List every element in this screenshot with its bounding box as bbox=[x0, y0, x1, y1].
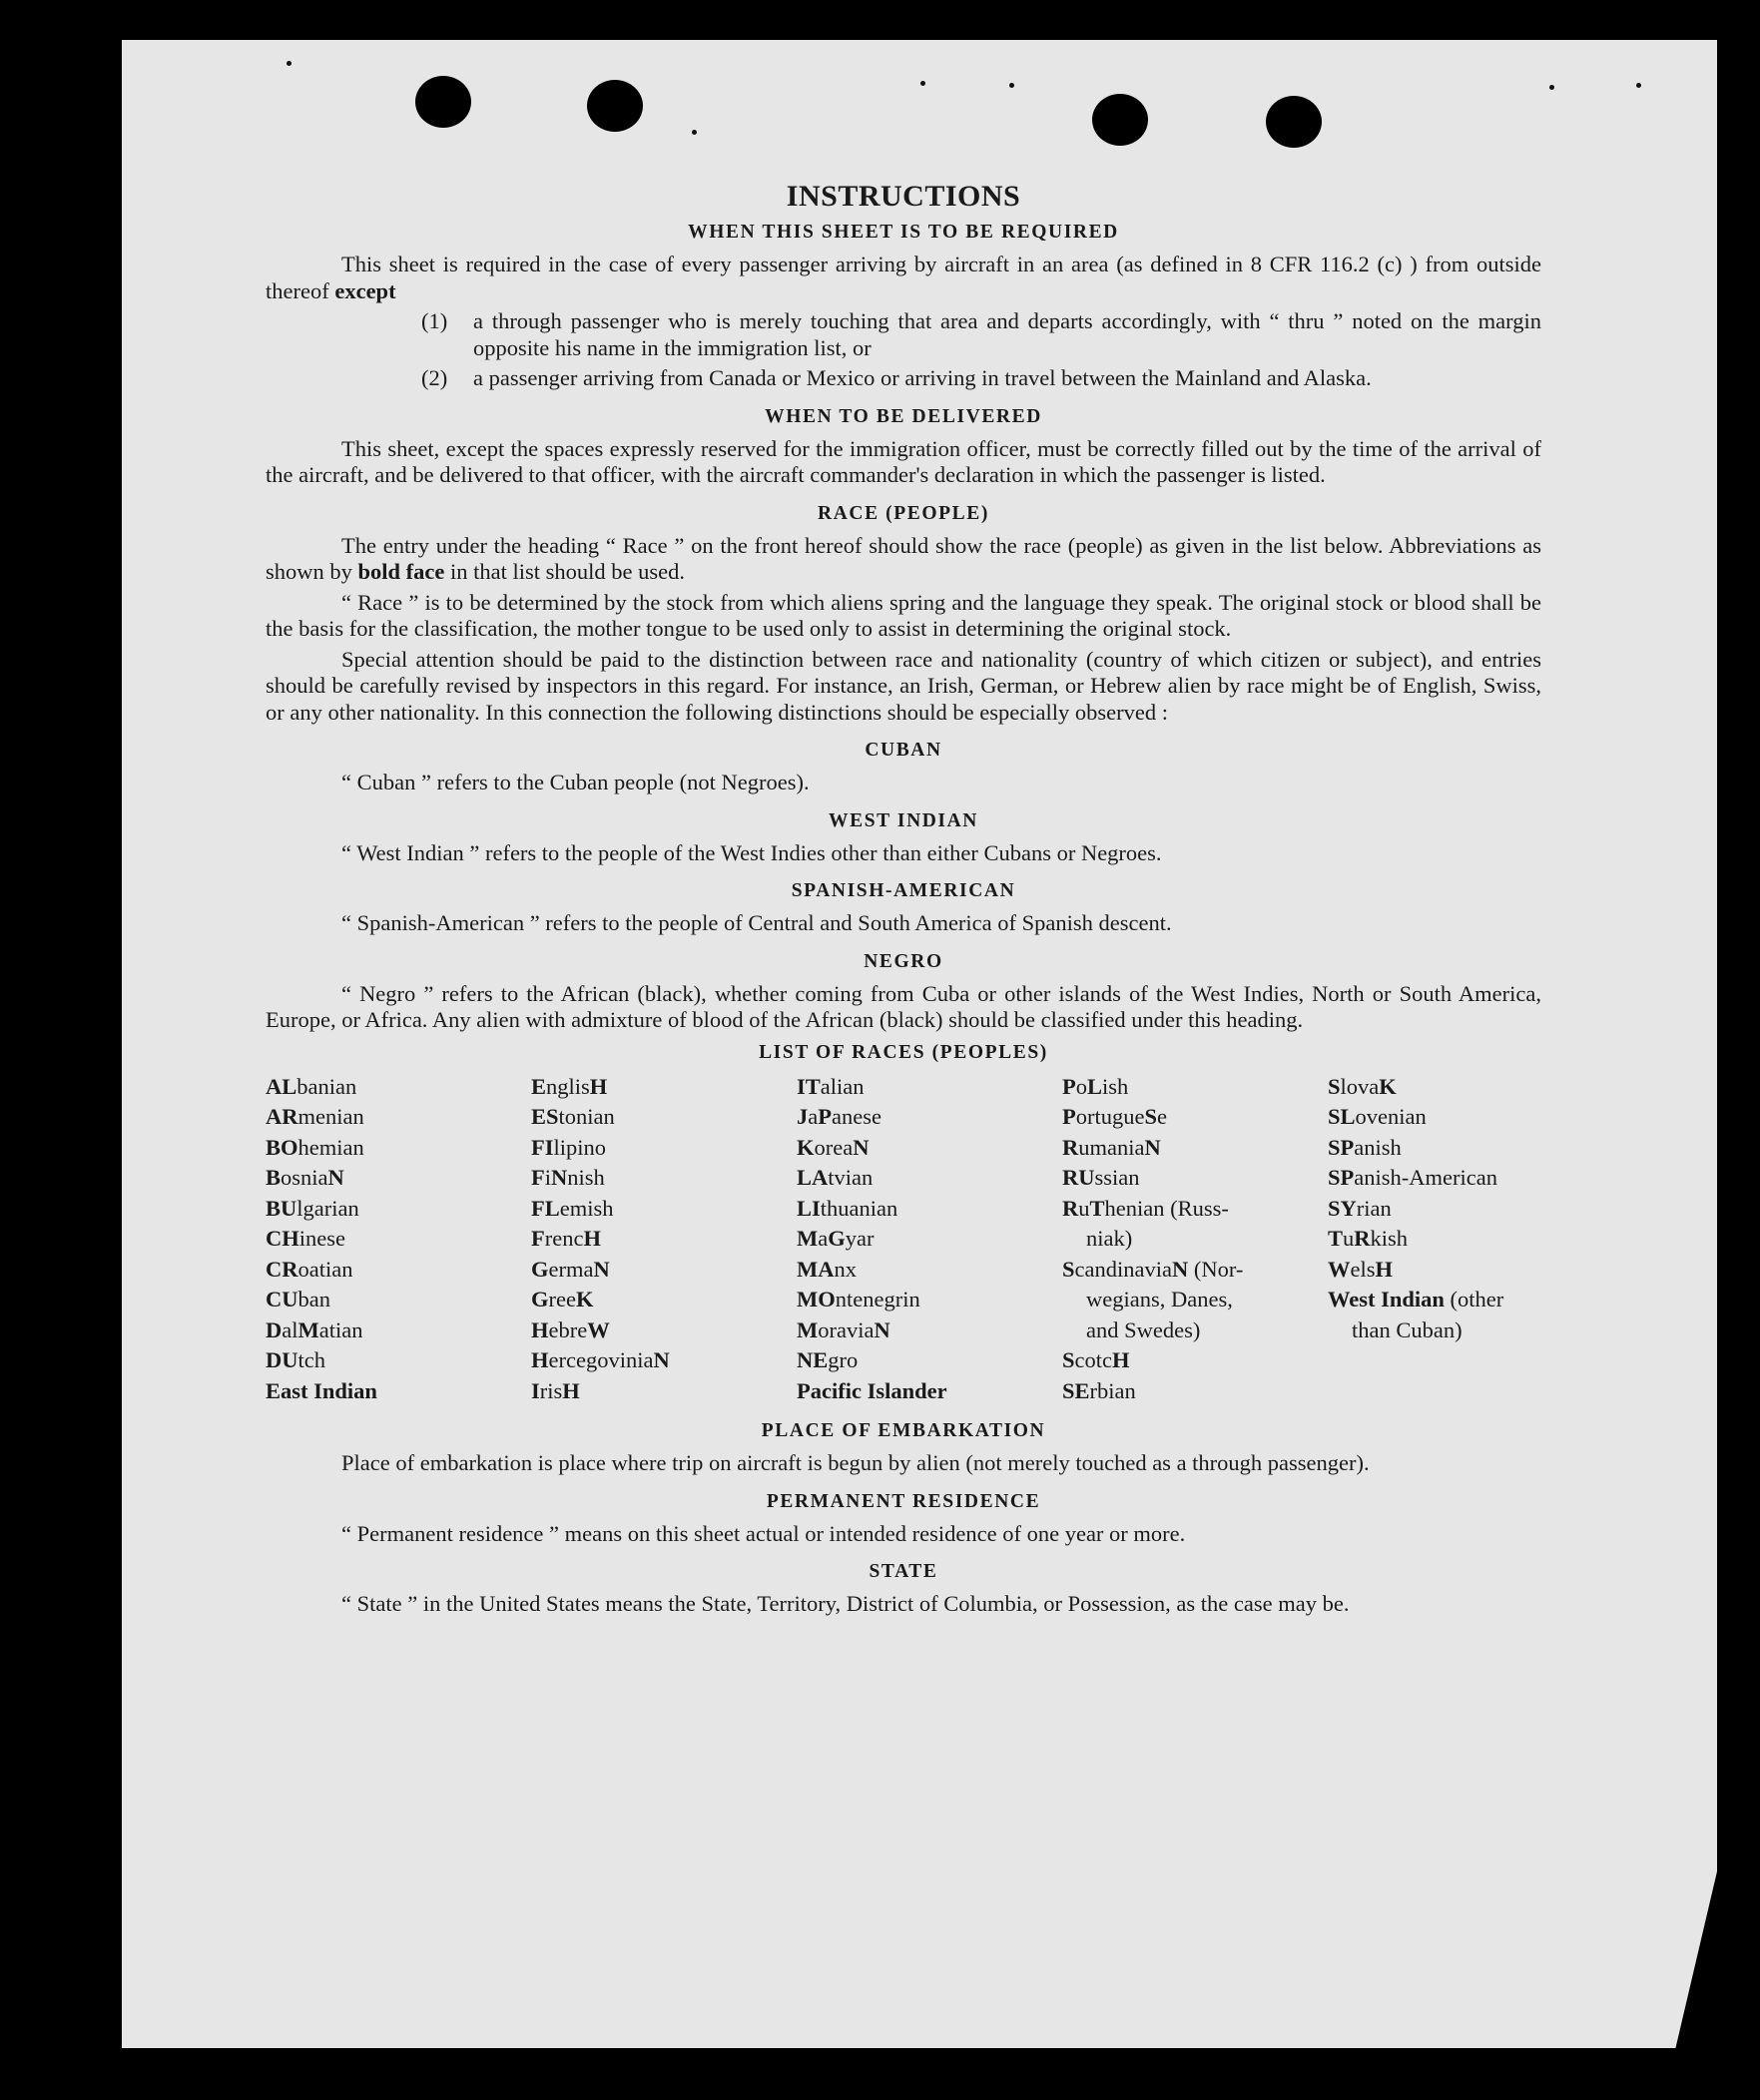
race-entry bbox=[797, 1102, 1062, 1133]
race-abbrev: S bbox=[1062, 1256, 1075, 1282]
race-abbrev: J bbox=[797, 1104, 809, 1129]
race-entry bbox=[1062, 1345, 1328, 1376]
race-entry bbox=[266, 1163, 531, 1194]
race-text: osnia bbox=[281, 1165, 328, 1190]
race-entry bbox=[1328, 1285, 1541, 1315]
race-abbrev: LA bbox=[797, 1165, 829, 1190]
race-abbrev: H bbox=[589, 1073, 608, 1099]
race-abbrev: N bbox=[853, 1134, 870, 1160]
race-entry bbox=[531, 1285, 797, 1315]
race-text: atian bbox=[318, 1316, 363, 1342]
race-text: thuanian bbox=[820, 1195, 898, 1221]
race-text: menian bbox=[297, 1104, 364, 1129]
race-abbrev: E bbox=[531, 1073, 547, 1099]
race-abbrev: SP bbox=[1328, 1134, 1355, 1160]
race-abbrev: East Indian bbox=[266, 1377, 377, 1403]
race-entry bbox=[797, 1255, 1062, 1286]
race-entry bbox=[1328, 1163, 1541, 1194]
race-text: ris bbox=[539, 1377, 563, 1403]
race-paragraph-3: Special attention should be paid to the distinction between race and nationality (country of which citizen or subject), and entries should be carefully revised by inspectors in this regard. For instance, an Irish, German, or Hebrew alien by race might be of English, Swiss, or any other nationality. In this connection the following distinctions should be especially observed : bbox=[266, 646, 1541, 725]
race-text: kish bbox=[1370, 1226, 1409, 1251]
race-entry bbox=[797, 1345, 1062, 1376]
race-abbrev: West Indian bbox=[1328, 1287, 1445, 1312]
race-entry bbox=[1328, 1102, 1541, 1133]
race-text: candinavia bbox=[1074, 1256, 1172, 1282]
race-abbrev: W bbox=[1328, 1256, 1351, 1282]
race-text: cotc bbox=[1074, 1347, 1112, 1372]
race-column bbox=[1328, 1072, 1541, 1407]
race-entry bbox=[266, 1102, 531, 1133]
race-entry bbox=[1062, 1315, 1328, 1346]
speck bbox=[920, 81, 925, 86]
race-entry bbox=[266, 1224, 531, 1255]
race-abbrev: N bbox=[551, 1165, 568, 1190]
race-paragraph-1: The entry under the heading “ Race ” on the front hereof should show the race (people) as given in the list below. Abbreviations as shown by bold face in that list should be used. bbox=[266, 532, 1541, 584]
race-text: ish bbox=[1102, 1073, 1129, 1099]
race-text: rbian bbox=[1089, 1377, 1136, 1403]
race-entry bbox=[797, 1285, 1062, 1315]
race-text: oatian bbox=[297, 1256, 353, 1282]
race-abbrev: BO bbox=[266, 1134, 298, 1160]
race-text: tch bbox=[297, 1347, 325, 1372]
punch-hole bbox=[587, 80, 643, 132]
race-entry bbox=[1062, 1376, 1328, 1407]
exception-1: (1) a through passenger who is merely touching that area and departs accordingly, with “ thru ” noted on the margin opposite his name in the immigration list, or bbox=[421, 308, 1541, 360]
race-list bbox=[266, 1072, 1541, 1407]
race-abbrev: K bbox=[1379, 1073, 1397, 1099]
race-abbrev: CR bbox=[266, 1256, 298, 1282]
race-text: than Cuban) bbox=[1352, 1316, 1463, 1342]
race-entry bbox=[1062, 1163, 1328, 1194]
race-text: e bbox=[1157, 1104, 1167, 1129]
race-entry bbox=[1062, 1255, 1328, 1286]
race-abbrev: R bbox=[1062, 1195, 1079, 1221]
race-abbrev: SE bbox=[1062, 1377, 1090, 1403]
race-text: u bbox=[1078, 1195, 1090, 1221]
race-abbrev: SP bbox=[1328, 1165, 1355, 1190]
race-entry bbox=[266, 1194, 531, 1225]
race-abbrev: NE bbox=[797, 1347, 829, 1372]
race-entry bbox=[1062, 1285, 1328, 1315]
instructions-content bbox=[266, 180, 1541, 1618]
race-entry bbox=[1328, 1072, 1541, 1103]
race-abbrev: AL bbox=[266, 1073, 297, 1099]
race-abbrev: H bbox=[1112, 1347, 1130, 1372]
race-entry bbox=[266, 1285, 531, 1315]
race-abbrev: SL bbox=[1328, 1104, 1356, 1129]
race-text: ercegovinia bbox=[548, 1347, 654, 1372]
heading-embarkation: PLACE OF EMBARKATION bbox=[761, 1420, 1046, 1441]
race-entry bbox=[1328, 1255, 1541, 1286]
race-abbrev: M bbox=[797, 1226, 819, 1251]
race-text: o bbox=[1075, 1073, 1087, 1099]
speck bbox=[692, 130, 697, 135]
race-entry bbox=[266, 1315, 531, 1346]
race-abbrev: R bbox=[1062, 1134, 1079, 1160]
race-abbrev: N bbox=[653, 1347, 670, 1372]
race-abbrev: L bbox=[1087, 1073, 1103, 1099]
race-abbrev: N bbox=[1171, 1256, 1189, 1282]
race-text: rian bbox=[1356, 1195, 1392, 1221]
heading-residence: PERMANENT RESIDENCE bbox=[766, 1490, 1041, 1512]
speck bbox=[1549, 85, 1554, 90]
heading-negro: NEGRO bbox=[864, 950, 943, 972]
race-abbrev: H bbox=[531, 1347, 549, 1372]
race-text: anese bbox=[832, 1104, 881, 1129]
race-entry bbox=[531, 1376, 797, 1407]
negro-text: “ Negro ” refers to the African (black), whether coming from Cuba or other islands of the West Indies, North or South America, Europe, or Africa. Any alien with admixture of blood of the African (black) should be classified under this heading. bbox=[266, 980, 1541, 1032]
race-text: u bbox=[1343, 1226, 1355, 1251]
when-required-intro: This sheet is required in the case of every passenger arriving by aircraft in an area (as defined in 8 CFR 116.2 (c) ) from outside thereof except bbox=[266, 252, 1541, 303]
race-abbrev: DU bbox=[266, 1347, 298, 1372]
race-entry bbox=[1062, 1224, 1328, 1255]
race-abbrev: N bbox=[874, 1316, 890, 1342]
race-abbrev: MA bbox=[797, 1256, 835, 1282]
race-entry bbox=[266, 1345, 531, 1376]
punch-hole bbox=[415, 76, 471, 128]
race-abbrev: D bbox=[266, 1316, 283, 1342]
race-abbrev: S bbox=[1144, 1104, 1157, 1129]
race-abbrev: LI bbox=[797, 1195, 821, 1221]
race-abbrev: RU bbox=[1062, 1165, 1095, 1190]
race-entry bbox=[1062, 1072, 1328, 1103]
race-abbrev: H bbox=[562, 1377, 580, 1403]
race-abbrev: MO bbox=[797, 1287, 836, 1312]
race-paragraph-2: “ Race ” is to be determined by the stock from which aliens spring and the language they speak. The original stock or blood shall be the basis for the classification, the mother tongue to be used only to assist in determining the original stock. bbox=[266, 589, 1541, 641]
race-abbrev: S bbox=[1062, 1347, 1075, 1372]
race-entry bbox=[797, 1315, 1062, 1346]
race-entry bbox=[531, 1194, 797, 1225]
race-entry bbox=[797, 1224, 1062, 1255]
race-column bbox=[266, 1072, 531, 1407]
race-abbrev: IT bbox=[797, 1073, 821, 1099]
race-text: alian bbox=[820, 1073, 865, 1099]
race-abbrev: H bbox=[583, 1226, 601, 1251]
race-text: anish-American bbox=[1354, 1165, 1497, 1190]
race-text: nglis bbox=[546, 1073, 590, 1099]
race-entry bbox=[797, 1072, 1062, 1103]
race-entry bbox=[531, 1255, 797, 1286]
race-abbrev: AR bbox=[266, 1104, 298, 1129]
race-abbrev: N bbox=[593, 1256, 610, 1282]
race-entry bbox=[531, 1345, 797, 1376]
race-text: al bbox=[282, 1316, 298, 1342]
race-abbrev: R bbox=[1354, 1226, 1371, 1251]
race-text: orea bbox=[814, 1134, 854, 1160]
race-entry bbox=[1062, 1102, 1328, 1133]
race-text: ntenegrin bbox=[835, 1287, 920, 1312]
race-text: erma bbox=[548, 1256, 594, 1282]
speck bbox=[1636, 83, 1641, 88]
race-entry bbox=[797, 1194, 1062, 1225]
race-abbrev: T bbox=[1089, 1195, 1105, 1221]
race-entry bbox=[1328, 1315, 1541, 1346]
race-abbrev: G bbox=[531, 1256, 549, 1282]
race-text: nx bbox=[834, 1256, 857, 1282]
race-entry bbox=[531, 1133, 797, 1164]
race-text: (Nor- bbox=[1188, 1256, 1244, 1282]
race-text: anish bbox=[1354, 1134, 1402, 1160]
race-text: (other bbox=[1444, 1287, 1504, 1312]
race-text: emish bbox=[559, 1195, 614, 1221]
race-entry bbox=[1062, 1133, 1328, 1164]
residence-text: “ Permanent residence ” means on this sheet actual or intended residence of one year or more. bbox=[341, 1520, 1186, 1546]
race-entry bbox=[1328, 1224, 1541, 1255]
race-text: yar bbox=[845, 1226, 875, 1251]
race-entry bbox=[1062, 1194, 1328, 1225]
race-text: wegians, Danes, bbox=[1086, 1287, 1233, 1312]
race-text: hemian bbox=[297, 1134, 364, 1160]
race-text: tvian bbox=[828, 1165, 874, 1190]
embarkation-text: Place of embarkation is place where trip on aircraft is begun by alien (not merely touched as a through passenger). bbox=[341, 1450, 1370, 1475]
race-entry bbox=[531, 1224, 797, 1255]
race-entry bbox=[1328, 1194, 1541, 1225]
race-text: tonian bbox=[558, 1104, 615, 1129]
race-abbrev: ES bbox=[531, 1104, 559, 1129]
race-text: a bbox=[818, 1226, 829, 1251]
race-text: i bbox=[544, 1165, 552, 1190]
heading-when-required: WHEN THIS SHEET IS TO BE REQUIRED bbox=[688, 222, 1119, 243]
race-abbrev: F bbox=[531, 1226, 545, 1251]
heading-spanish-american: SPANISH-AMERICAN bbox=[791, 880, 1016, 901]
spanish-american-text: “ Spanish-American ” refers to the people of Central and South America of Spanish descent. bbox=[341, 910, 1172, 935]
cuban-text: “ Cuban ” refers to the Cuban people (not Negroes). bbox=[341, 770, 810, 794]
race-entry bbox=[266, 1133, 531, 1164]
race-text: ovenian bbox=[1355, 1104, 1427, 1129]
race-text: lova bbox=[1340, 1073, 1380, 1099]
race-abbrev: Pacific Islander bbox=[797, 1377, 947, 1403]
race-text: a bbox=[808, 1104, 819, 1129]
race-abbrev: N bbox=[1144, 1134, 1161, 1160]
page-title: INSTRUCTIONS bbox=[786, 180, 1021, 213]
speck bbox=[287, 61, 292, 66]
race-text: oravia bbox=[818, 1316, 875, 1342]
race-text: renc bbox=[544, 1226, 584, 1251]
race-abbrev: M bbox=[797, 1316, 819, 1342]
race-text: gro bbox=[828, 1347, 859, 1372]
race-entry bbox=[531, 1102, 797, 1133]
race-abbrev: SY bbox=[1328, 1195, 1357, 1221]
heading-cuban: CUBAN bbox=[865, 740, 942, 761]
race-text: ban bbox=[297, 1287, 330, 1312]
race-text: nish bbox=[567, 1165, 605, 1190]
race-abbrev: P bbox=[1062, 1104, 1076, 1129]
heading-state: STATE bbox=[869, 1561, 938, 1582]
race-entry bbox=[266, 1072, 531, 1103]
race-abbrev: K bbox=[575, 1287, 594, 1312]
race-abbrev: FL bbox=[531, 1195, 560, 1221]
race-abbrev: H bbox=[531, 1316, 549, 1342]
race-text: lgarian bbox=[296, 1195, 359, 1221]
race-entry bbox=[797, 1376, 1062, 1407]
race-abbrev: K bbox=[797, 1134, 815, 1160]
race-abbrev: M bbox=[297, 1316, 319, 1342]
race-abbrev: I bbox=[531, 1377, 540, 1403]
race-entry bbox=[797, 1163, 1062, 1194]
race-abbrev: W bbox=[587, 1316, 610, 1342]
race-text: umania bbox=[1078, 1134, 1145, 1160]
heading-when-delivered: WHEN TO BE DELIVERED bbox=[765, 405, 1042, 427]
race-column bbox=[531, 1072, 797, 1407]
race-entry bbox=[1328, 1133, 1541, 1164]
when-delivered-text: This sheet, except the spaces expressly reserved for the immigration officer, must be correctly filled out by the time of the arrival of the aircraft, and be delivered to that officer, with the aircraft commander's declaration in which the passenger is listed. bbox=[266, 435, 1541, 487]
race-text: ree bbox=[548, 1287, 576, 1312]
race-text: ssian bbox=[1094, 1165, 1140, 1190]
race-text: henian (Russ- bbox=[1104, 1195, 1229, 1221]
race-text: banian bbox=[296, 1073, 357, 1099]
race-abbrev: H bbox=[1375, 1256, 1394, 1282]
race-text: inese bbox=[298, 1226, 345, 1251]
race-abbrev: CH bbox=[266, 1226, 299, 1251]
race-text: and Swedes) bbox=[1086, 1316, 1201, 1342]
heading-west-indian: WEST INDIAN bbox=[829, 809, 978, 831]
race-abbrev: G bbox=[531, 1287, 549, 1312]
punch-hole bbox=[1266, 96, 1322, 148]
race-entry bbox=[531, 1072, 797, 1103]
race-abbrev: T bbox=[1328, 1226, 1344, 1251]
race-text: ortugue bbox=[1075, 1104, 1145, 1129]
race-text: lipino bbox=[553, 1134, 607, 1160]
punch-hole bbox=[1092, 94, 1148, 146]
heading-race: RACE (PEOPLE) bbox=[818, 502, 989, 524]
race-entry bbox=[531, 1163, 797, 1194]
race-text: ebre bbox=[548, 1316, 588, 1342]
race-abbrev: G bbox=[828, 1226, 846, 1251]
heading-list-of-races: LIST OF RACES (PEOPLES) bbox=[759, 1041, 1048, 1063]
race-abbrev: B bbox=[266, 1165, 282, 1190]
race-text: els bbox=[1350, 1256, 1376, 1282]
exception-2: (2) a passenger arriving from Canada or Mexico or arriving in travel between the Mainland and Alaska. bbox=[421, 365, 1372, 390]
race-column bbox=[1062, 1072, 1328, 1407]
race-abbrev: FI bbox=[531, 1134, 554, 1160]
race-column bbox=[797, 1072, 1062, 1407]
race-entry bbox=[266, 1376, 531, 1407]
race-entry bbox=[797, 1133, 1062, 1164]
state-text: “ State ” in the United States means the State, Territory, District of Columbia, or Possession, as the case may be. bbox=[341, 1591, 1350, 1616]
race-abbrev: F bbox=[531, 1165, 545, 1190]
race-abbrev: N bbox=[327, 1165, 344, 1190]
race-abbrev: CU bbox=[266, 1287, 298, 1312]
race-entry bbox=[531, 1315, 797, 1346]
race-text: niak) bbox=[1086, 1226, 1133, 1251]
speck bbox=[1009, 83, 1014, 88]
race-abbrev: S bbox=[1328, 1073, 1341, 1099]
west-indian-text: “ West Indian ” refers to the people of the West Indies other than either Cubans or Negroes. bbox=[341, 839, 1162, 865]
race-abbrev: P bbox=[818, 1104, 832, 1129]
race-abbrev: BU bbox=[266, 1195, 297, 1221]
race-entry bbox=[266, 1255, 531, 1286]
race-abbrev: P bbox=[1062, 1073, 1076, 1099]
